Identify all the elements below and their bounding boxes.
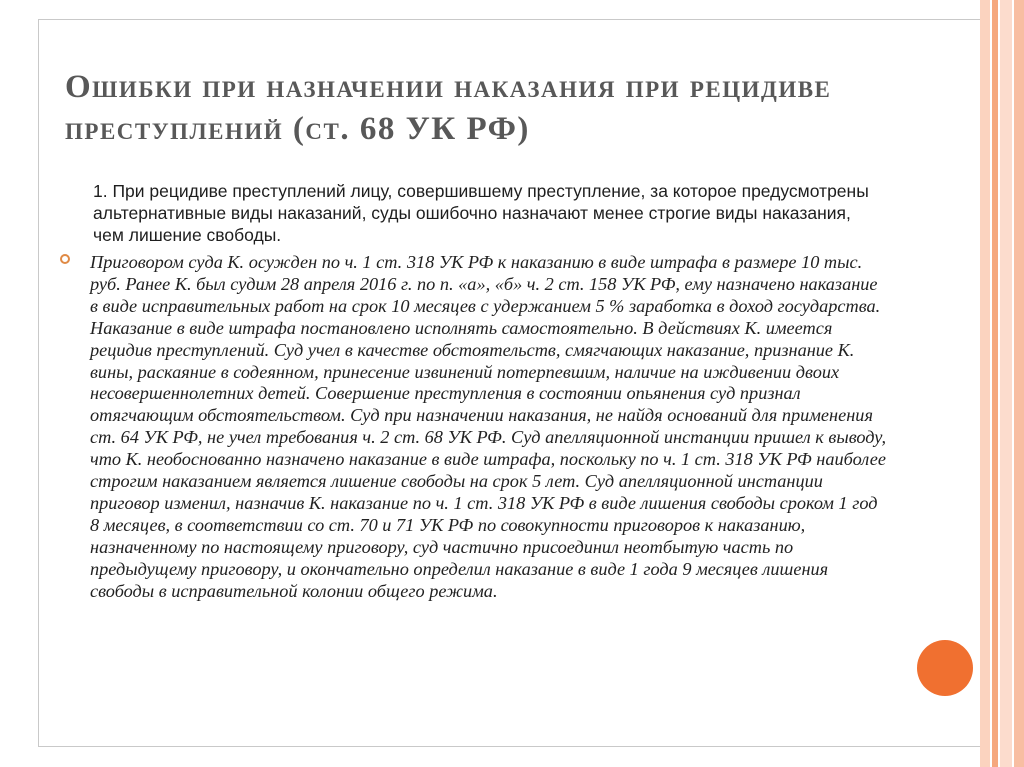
stripe-2 bbox=[992, 0, 998, 767]
slide-title: Ошибки при назначении наказания при рецидиве преступлений (ст. 68 УК РФ) bbox=[65, 69, 832, 147]
stripe-1 bbox=[980, 0, 990, 767]
case-bullet-text: Приговором суда К. осужден по ч. 1 ст. 318 УК РФ к наказанию в виде штрафа в размере 10 тыс. руб. Ранее К. был судим 28 апреля 2016 г. по п. «а», «б» ч. 2 ст. 158 УК РФ, ему назначено наказание в виде исправительных работ на срок 10 месяцев с удержанием 5 % заработка в доход государства. Наказание в виде штрафа постановлено исполнять самостоятельно. В действиях К. имеется рецидив преступлений. Суд учел в качестве обстоятельств, смягчающих наказание, признание К. вины, раскаяние в содеянном, принесение извинений потерпевшим, наличие на иждивении двоих несовершеннолетних детей. Совершение преступления в состоянии опьянения суд признал отягчающим обстоятельством. Суд при назначении наказания, не найдя оснований для применения ст. 64 УК РФ, не учел требования ч. 2 ст. 68 УК РФ. Суд апелляционной инстанции пришел к выводу, что К. необоснованно назначено наказание в виде штрафа, поскольку по ч. 1 ст. 318 УК РФ наиболее строгим наказанием является лишение свободы на срок 5 лет. Суд апелляционной инстанции приговор изменил, назначив К. наказание по ч. 1 ст. 318 УК РФ в виде лишения свободы сроком 1 год 8 месяцев, в соответствии со ст. 70 и 71 УК РФ по совокупности приговоров к наказанию, назначенному по настоящему приговору, суд частично присоединил неотбытую часть по предыдущему приговору, и окончательно определил наказание в виде 1 года 9 месяцев лишения свободы в исправительной колонии общего режима. bbox=[90, 252, 887, 601]
stripe-3 bbox=[1000, 0, 1012, 767]
case-bullet bbox=[60, 252, 890, 603]
stripe-4 bbox=[1014, 0, 1024, 767]
decorative-stripes bbox=[980, 0, 1024, 767]
intro-paragraph: 1. При рецидиве преступлений лицу, совершившему преступление, за которое предусмотрены альтернативные виды наказаний, суды ошибочно назначают менее строгие виды наказания, чем лишение свободы. bbox=[93, 181, 869, 245]
orange-circle-icon bbox=[917, 640, 973, 696]
bullet-circle-icon bbox=[60, 254, 70, 264]
